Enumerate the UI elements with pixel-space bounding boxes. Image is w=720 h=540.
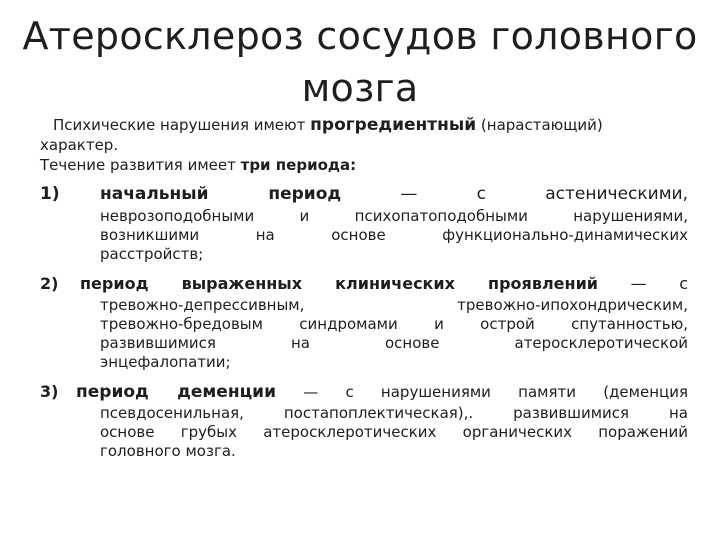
period-heading-tail: — с нарушениями памяти (деменция bbox=[276, 383, 688, 401]
period-heading-line bbox=[80, 272, 688, 296]
period-detail-line: основе грубых атеросклеротических органических поражений bbox=[100, 423, 688, 441]
intro-text: Психические нарушения имеют bbox=[53, 116, 311, 134]
period-name: начальный период bbox=[100, 184, 342, 204]
intro-emphasis: прогредиентный bbox=[310, 115, 477, 135]
intro-line-2: характер. bbox=[40, 136, 119, 154]
period-heading-line bbox=[76, 380, 688, 404]
period-2-details bbox=[100, 296, 688, 372]
period-detail-line: головного мозга. bbox=[100, 442, 236, 460]
period-number: 3) bbox=[40, 382, 59, 401]
periods-heading: три периода: bbox=[240, 156, 357, 174]
period-1-details bbox=[100, 207, 688, 264]
period-3-details bbox=[100, 404, 688, 461]
period-detail-line: тревожно-депрессивным, тревожно-ипохондрическим, bbox=[100, 296, 688, 314]
period-heading-line bbox=[100, 181, 688, 207]
period-detail-line: расстройств; bbox=[100, 245, 204, 263]
period-name: период деменции bbox=[76, 382, 276, 402]
slide-title: Атеросклероз сосудов головного мозга bbox=[22, 14, 698, 110]
period-2-heading bbox=[40, 272, 688, 296]
period-name: период выраженных клинических проявлений bbox=[80, 274, 598, 293]
period-detail-line: развившимися на основе атеросклеротической bbox=[100, 334, 688, 352]
intro-line-1 bbox=[40, 115, 688, 135]
period-detail-line: неврозоподобными и психопатоподобными нарушениями, bbox=[100, 207, 688, 225]
period-number: 1) bbox=[40, 184, 60, 204]
slide-body bbox=[40, 115, 688, 461]
period-detail-line: возникшими на основе функционально-динамических bbox=[100, 226, 688, 244]
intro-line-3 bbox=[40, 155, 688, 175]
period-heading-tail: — с астеническими, bbox=[341, 184, 688, 204]
period-detail-line: тревожно-бредовым синдромами и острой спутанностью, bbox=[100, 315, 688, 333]
intro-text-tail: (нарастающий) bbox=[476, 116, 603, 134]
period-detail-line: псевдосенильная, постапоплектическая),. развившимися на bbox=[100, 404, 688, 422]
period-heading-tail: — с bbox=[598, 274, 689, 293]
period-detail-line: энцефалопатии; bbox=[100, 353, 231, 371]
period-3-heading bbox=[40, 380, 688, 404]
intro-text: Течение развития имеет bbox=[40, 156, 241, 174]
period-1-heading bbox=[40, 181, 688, 207]
period-number: 2) bbox=[40, 274, 59, 293]
